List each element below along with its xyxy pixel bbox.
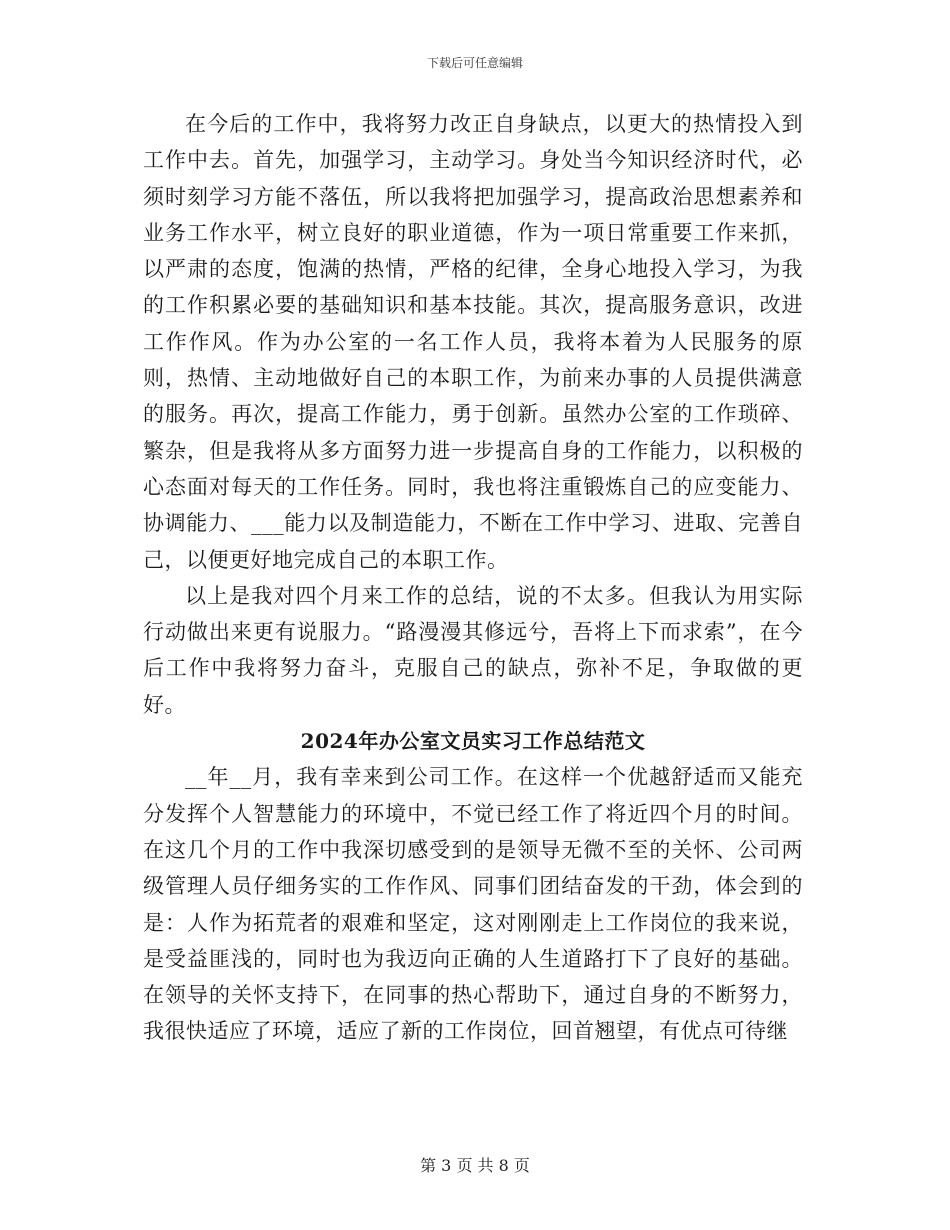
paragraph-work-plan: 在今后的工作中，我将努力改正自身缺点，以更大的热情投入到工作中去。首先，加强学习，主动学习。身处当今知识经济时代，必须时刻学习方能不落伍，所以我将把加强学习，提高政治思想素养和业务工作水平，树立良好的职业道德，作为一项日常重要工作来抓，以严肃的态度，饱满的热情，严格的纪律，全身心地投入学习，为我的工作积累必要的基础知识和基本技能。其次，提高服务意识，改进工作作风。作为办公室的一名工作人员，我将本着为人民服务的原则，热情、主动地做好自己的本职工作，为前来办事的人员提供满意的服务。再次，提高工作能力，勇于创新。虽然办公室的工作琐碎、繁杂，但是我将从多方面努力进一步提高自身的工作能力，以积极的心态面对每天的工作任务。同时，我也将注重锻炼自己的应变能力、协调能力、___能力以及制造能力，不断在工作中学习、进取、完善自己，以便更好地完成自己的本职工作。: [143, 112, 803, 572]
paragraph-internship-intro: __年__月，我有幸来到公司工作。在这样一个优越舒适而又能充分发挥个人智慧能力的环境中，不觉已经工作了将近四个月的时间。在这几个月的工作中我深切感受到的是领导无微不至的关怀、公司两级管理人员仔细务实的工作作风、同事们团结奋发的干劲，体会到的是：人作为拓荒者的艰难和坚定，这对刚刚走上工作岗位的我来说，是受益匪浅的，同时也为我迈向正确的人生道路打下了良好的基础。在领导的关怀支持下，在同事的热心帮助下，通过自身的不断努力，我很快适应了环境，适应了新的工作岗位，回首翘望，有优点可待继: [143, 765, 803, 1044]
document-body: [143, 106, 803, 1050]
page-header-note: 下载后可任意编辑: [426, 56, 523, 70]
paragraph-summary-close: 以上是我对四个月来工作的总结，说的不太多。但我认为用实际行动做出来更有说服力。“路漫漫其修远兮，吾将上下而求索”，在今后工作中我将努力奋斗，克服自己的缺点，弥补不足，争取做的更好。: [143, 583, 803, 717]
page-footer-number: 第 3 页 共 8 页: [420, 1156, 530, 1175]
section-title: 2024年办公室文员实习工作总结范文: [300, 729, 646, 754]
